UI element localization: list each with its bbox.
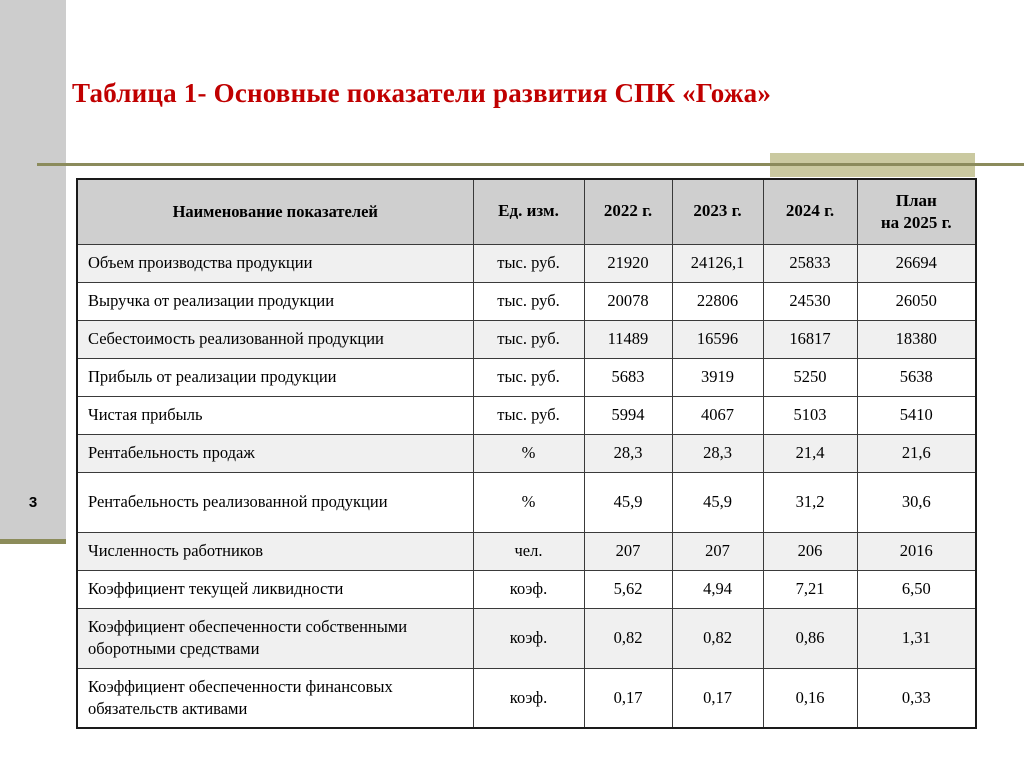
cell-indicator-name: Рентабельность продаж [77, 434, 473, 472]
cell-2023: 22806 [672, 282, 763, 320]
cell-plan-2025: 18380 [857, 320, 976, 358]
cell-plan-2025: 21,6 [857, 434, 976, 472]
cell-2023: 0,17 [672, 668, 763, 728]
table-row [77, 570, 976, 608]
cell-2024: 5250 [763, 358, 857, 396]
cell-2024: 5103 [763, 396, 857, 434]
table-body [77, 244, 976, 728]
cell-unit: чел. [473, 532, 584, 570]
cell-2022: 45,9 [584, 472, 672, 532]
cell-plan-2025: 26694 [857, 244, 976, 282]
table-row [77, 608, 976, 668]
cell-2022: 5683 [584, 358, 672, 396]
cell-2024: 24530 [763, 282, 857, 320]
cell-2022: 207 [584, 532, 672, 570]
table-head [77, 179, 976, 244]
column-header-plan-2025 [857, 179, 976, 244]
table-row [77, 472, 976, 532]
cell-unit: коэф. [473, 570, 584, 608]
column-header-2022: 2022 г. [584, 179, 672, 244]
cell-indicator-name: Чистая прибыль [77, 396, 473, 434]
column-header-2023: 2023 г. [672, 179, 763, 244]
cell-2022: 28,3 [584, 434, 672, 472]
cell-indicator-name: Выручка от реализации продукции [77, 282, 473, 320]
cell-2022: 5994 [584, 396, 672, 434]
page-number: 3 [28, 494, 38, 511]
cell-unit: тыс. руб. [473, 320, 584, 358]
column-header-name: Наименование показателей [77, 179, 473, 244]
cell-2022: 20078 [584, 282, 672, 320]
table-row [77, 434, 976, 472]
cell-indicator-name: Прибыль от реализации продукции [77, 358, 473, 396]
cell-indicator-name: Коэффициент обеспеченности собственными оборотными средствами [77, 608, 473, 668]
cell-plan-2025: 5638 [857, 358, 976, 396]
cell-plan-2025: 26050 [857, 282, 976, 320]
cell-2022: 5,62 [584, 570, 672, 608]
cell-2024: 16817 [763, 320, 857, 358]
column-header-unit: Ед. изм. [473, 179, 584, 244]
cell-unit: коэф. [473, 668, 584, 728]
cell-plan-2025: 1,31 [857, 608, 976, 668]
cell-unit: тыс. руб. [473, 358, 584, 396]
cell-2023: 0,82 [672, 608, 763, 668]
cell-unit: % [473, 472, 584, 532]
slide-side-bar [0, 0, 66, 544]
cell-indicator-name: Себестоимость реализованной продукции [77, 320, 473, 358]
cell-unit: % [473, 434, 584, 472]
cell-2023: 28,3 [672, 434, 763, 472]
cell-plan-2025: 30,6 [857, 472, 976, 532]
cell-indicator-name: Объем производства продукции [77, 244, 473, 282]
cell-unit: тыс. руб. [473, 396, 584, 434]
cell-indicator-name: Численность работников [77, 532, 473, 570]
cell-2024: 206 [763, 532, 857, 570]
indicators-table [76, 178, 977, 729]
cell-plan-2025: 0,33 [857, 668, 976, 728]
cell-indicator-name: Рентабельность реализованной продукции [77, 472, 473, 532]
column-header-2024: 2024 г. [763, 179, 857, 244]
cell-2023: 16596 [672, 320, 763, 358]
cell-plan-2025: 2016 [857, 532, 976, 570]
table-header-row [77, 179, 976, 244]
cell-2024: 7,21 [763, 570, 857, 608]
cell-indicator-name: Коэффициент текущей ликвидности [77, 570, 473, 608]
cell-2024: 25833 [763, 244, 857, 282]
cell-2024: 31,2 [763, 472, 857, 532]
table-row [77, 532, 976, 570]
table-row [77, 358, 976, 396]
cell-2023: 3919 [672, 358, 763, 396]
cell-plan-2025: 5410 [857, 396, 976, 434]
table-row [77, 320, 976, 358]
cell-2022: 0,82 [584, 608, 672, 668]
cell-2022: 0,17 [584, 668, 672, 728]
cell-2024: 0,86 [763, 608, 857, 668]
column-header-plan-line1: План [895, 191, 937, 210]
table-row [77, 396, 976, 434]
cell-2023: 4067 [672, 396, 763, 434]
cell-2024: 21,4 [763, 434, 857, 472]
cell-unit: коэф. [473, 608, 584, 668]
table-row [77, 244, 976, 282]
indicators-table-container [76, 178, 975, 729]
cell-2023: 24126,1 [672, 244, 763, 282]
cell-2023: 4,94 [672, 570, 763, 608]
column-header-plan-line2: на 2025 г. [880, 212, 952, 232]
cell-indicator-name: Коэффициент обеспеченности финансовых обязательств активами [77, 668, 473, 728]
cell-2022: 11489 [584, 320, 672, 358]
accent-rule [37, 163, 1024, 166]
cell-2023: 45,9 [672, 472, 763, 532]
cell-unit: тыс. руб. [473, 244, 584, 282]
page-title: Таблица 1- Основные показатели развития СПК «Гожа» [72, 78, 772, 108]
cell-2024: 0,16 [763, 668, 857, 728]
table-row [77, 668, 976, 728]
cell-2022: 21920 [584, 244, 672, 282]
table-row [77, 282, 976, 320]
cell-2023: 207 [672, 532, 763, 570]
cell-plan-2025: 6,50 [857, 570, 976, 608]
cell-unit: тыс. руб. [473, 282, 584, 320]
